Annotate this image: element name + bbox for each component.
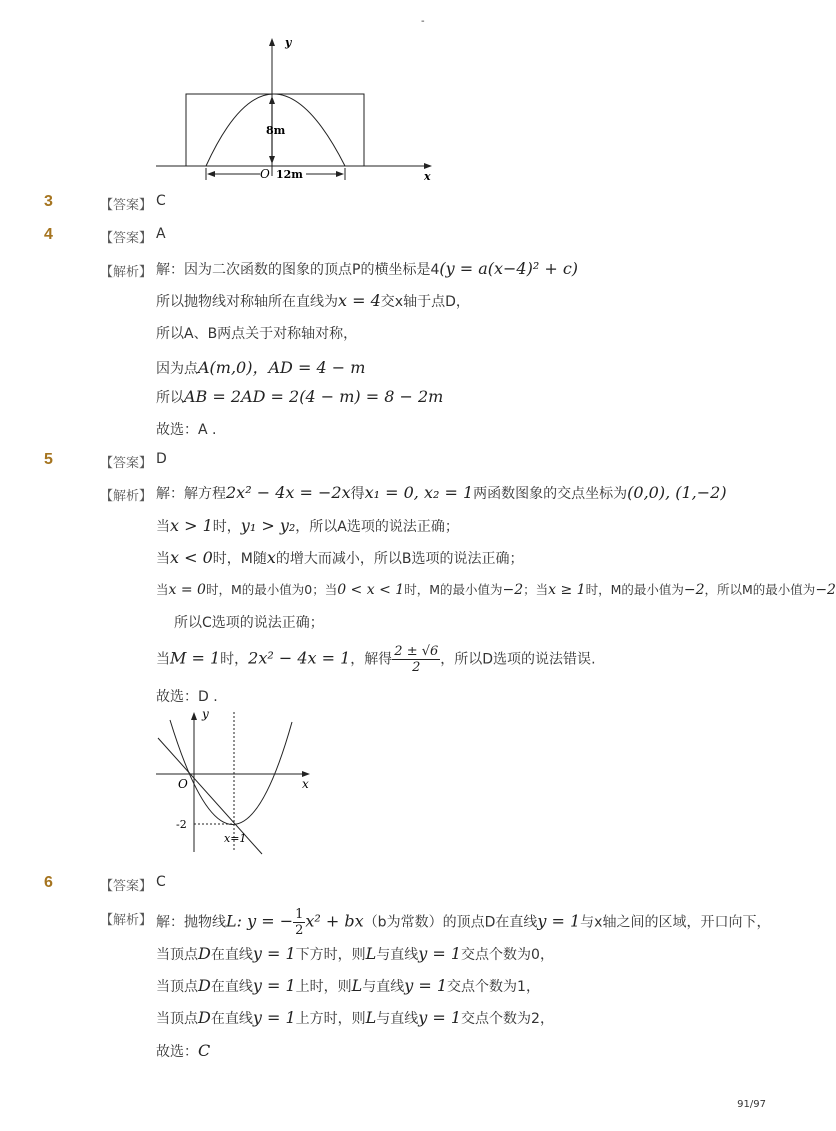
q5-line-2-text: 当	[156, 519, 170, 535]
q5-math-4c: 0 < x < 1	[337, 582, 405, 598]
q4-line-2	[156, 291, 470, 311]
q4-answer: A	[156, 226, 166, 242]
fig1-x-label: x	[424, 170, 431, 183]
q6-line-4	[156, 1008, 554, 1028]
q4-math-1: (y = a(x−4)² + c)	[439, 259, 579, 278]
q6-line-5	[156, 1041, 210, 1061]
q6-line-3-text: 当顶点	[156, 979, 198, 995]
q6-math-4a: D	[198, 1008, 211, 1027]
q6-math-3e: L	[351, 976, 363, 995]
q6-math-3a: D	[198, 976, 211, 995]
q6-math-3c: y = 1	[252, 976, 296, 995]
q5-line-6g: .	[591, 651, 596, 668]
q4-line-2-tail: 交x轴于点D，	[380, 294, 470, 310]
q5-math-1e: (0,0), (1,−2)	[627, 483, 727, 502]
q6-line-1f: 与x轴之间的区域，开口向下，	[580, 914, 771, 931]
y-axis-arrow	[191, 712, 197, 720]
q6-math-4c: y = 1	[252, 1008, 296, 1027]
q4-line-1-text: 解：因为二次函数的图象的顶点P的横坐标是4	[156, 262, 440, 278]
q4-line-4-text: 因为点	[156, 361, 198, 377]
q6-math-4g: y = 1	[418, 1008, 462, 1027]
q6-line-5-text: 故选：	[156, 1044, 198, 1060]
fig1-origin-label: O	[260, 167, 270, 181]
q4-line-1	[156, 259, 578, 279]
q4-line-2-text: 所以抛物线对称轴所在直线为	[156, 294, 338, 310]
q6-line-2h: 交点个数为0，	[461, 947, 554, 963]
fig1-y-label: y	[285, 36, 292, 49]
q5-math-6e	[392, 644, 440, 675]
q5-math-1c: x₁ = 0, x₂ = 1	[364, 483, 474, 502]
q5-line-6b: 时，	[220, 651, 249, 668]
figure-parabola-rectangle	[150, 30, 440, 186]
q6-math-5: C	[198, 1041, 211, 1060]
q5-line-3-text: 当	[156, 551, 170, 567]
q5-line-2b: 时，	[212, 519, 241, 535]
q6-line-2-text: 当顶点	[156, 947, 198, 963]
q6-line-1	[156, 907, 770, 938]
y-axis-arrow	[269, 38, 275, 46]
q6-line-4b: 在直线	[210, 1011, 253, 1027]
width-arrow-left	[207, 171, 215, 177]
q5-math-2c: y₁ > y₂	[240, 516, 296, 535]
q4-line-6: 故选：A .	[156, 422, 217, 438]
q5-math-3a: x < 0	[170, 548, 213, 567]
q6-answer: C	[156, 874, 166, 890]
q5-answer: D	[156, 451, 167, 467]
q3-answer-tag: 【答案】	[100, 198, 153, 213]
q6-analysis-tag: 【解析】	[100, 913, 153, 928]
q5-line-1b: 得	[350, 486, 365, 502]
q5-line-6f: ，所以D选项的说法错误	[440, 651, 592, 668]
q5-fraction-num: 2 ± √6	[394, 644, 439, 659]
q4-math-2: x = 4	[338, 291, 381, 310]
page-number: 91/97	[737, 1099, 766, 1110]
q4-line-5	[156, 387, 443, 407]
q5-line-4f: ；当	[523, 582, 549, 597]
question-number-5: 5	[44, 451, 53, 468]
q4-answer-tag: 【答案】	[100, 231, 153, 246]
q6-math-4e: L	[365, 1008, 377, 1027]
question-number-3: 3	[44, 193, 53, 210]
q5-line-4h: 时，M的最小值为	[585, 582, 684, 597]
q5-analysis-tag: 【解析】	[100, 489, 153, 504]
fig2-x-label: x	[302, 777, 309, 791]
q5-math-4a: x = 0	[168, 582, 206, 598]
q5-line-7: 故选：D .	[156, 689, 218, 705]
q5-line-1-text: 解：解方程	[156, 486, 226, 502]
q4-math-4: A(m,0)，AD = 4 − m	[198, 358, 366, 377]
q6-math-1a: L: y = −	[226, 911, 294, 931]
q5-line-1	[156, 483, 727, 503]
q4-math-5: AB = 2AD = 2(4 − m) = 8 − 2m	[184, 387, 444, 406]
q6-math-2g: y = 1	[418, 944, 462, 963]
fig1-height-label: 8m	[266, 124, 286, 137]
q5-math-4g: x ≥ 1	[548, 582, 586, 598]
q6-math-2a: D	[198, 944, 211, 963]
q5-math-3c: x	[266, 548, 276, 567]
q5-line-6	[156, 644, 596, 675]
q5-line-5: 所以C选项的说法正确；	[174, 615, 324, 631]
q5-line-2d: ，所以A选项的说法正确；	[295, 519, 459, 535]
q6-line-2	[156, 944, 554, 964]
q6-math-1e: y = 1	[537, 911, 581, 931]
q6-fraction-den: 2	[295, 923, 304, 938]
q6-math-1c: x² + bx	[305, 911, 364, 931]
q4-line-4	[156, 355, 365, 378]
q5-math-2a: x > 1	[170, 516, 213, 535]
q6-line-3h: 交点个数为1，	[447, 979, 540, 995]
q6-math-2e: L	[365, 944, 377, 963]
q5-line-3b: 时，M随	[212, 551, 267, 567]
q5-line-1d: 两函数图象的交点坐标为	[473, 486, 628, 502]
q5-math-4k: −2	[815, 582, 836, 598]
q5-line-6d: ，解得	[350, 651, 393, 668]
q5-line-6-text: 当	[156, 651, 170, 668]
q5-line-4	[156, 580, 836, 598]
width-arrow-right	[336, 171, 344, 177]
q6-line-4h: 交点个数为2，	[461, 1011, 554, 1027]
q6-line-3b: 在直线	[210, 979, 253, 995]
q6-line-1-text: 解：抛物线	[156, 914, 226, 931]
q5-line-3	[156, 548, 524, 568]
q5-math-4i: −2	[683, 582, 705, 598]
q4-line-3: 所以A、B两点关于对称轴对称，	[156, 326, 358, 342]
height-arrow-bottom	[269, 156, 275, 164]
q5-answer-tag: 【答案】	[100, 456, 153, 471]
fig1-width-label: 12m	[276, 168, 303, 181]
q5-fraction-den: 2	[412, 660, 421, 675]
q6-answer-tag: 【答案】	[100, 879, 153, 894]
fig2-x-tick: x=1	[224, 832, 247, 845]
q6-math-2c: y = 1	[252, 944, 296, 963]
q6-fraction	[293, 907, 305, 938]
q5-line-3d: 的增大而减小，所以B选项的说法正确；	[275, 551, 524, 567]
q6-line-2f: 与直线	[376, 947, 419, 963]
q3-answer: C	[156, 193, 166, 209]
q6-line-1d: （b为常数）的顶点D在直线	[363, 914, 538, 931]
q5-line-4d: 时，M的最小值为	[404, 582, 503, 597]
q6-line-2b: 在直线	[210, 947, 253, 963]
q5-line-4b: 时，M的最小值为0；当	[205, 582, 338, 597]
q6-fraction-num: 1	[295, 907, 304, 922]
q5-math-6a: M = 1	[170, 648, 221, 668]
q6-math-3g: y = 1	[404, 976, 448, 995]
q6-line-3f: 与直线	[362, 979, 405, 995]
figure-function-graphs	[150, 702, 320, 862]
height-arrow-top	[269, 96, 275, 104]
fig2-y-tick: -2	[176, 818, 187, 831]
q6-line-2d: 下方时，则	[295, 947, 366, 963]
fig2-y-label: y	[202, 707, 209, 721]
x-axis-arrow	[424, 163, 432, 169]
q4-analysis-tag: 【解析】	[100, 265, 153, 280]
q6-line-4-text: 当顶点	[156, 1011, 198, 1027]
q6-line-4d: 上方时，则	[295, 1011, 366, 1027]
top-mark: -	[421, 16, 425, 27]
q5-line-2	[156, 516, 459, 536]
q5-math-6c: 2x² − 4x = 1	[248, 648, 351, 668]
fig2-origin-label: O	[178, 777, 188, 791]
q5-math-1a: 2x² − 4x = −2x	[226, 483, 351, 502]
question-number-4: 4	[44, 226, 53, 243]
q5-line-4j: ，所以M的最小值为	[704, 582, 816, 597]
q6-line-3d: 上时，则	[295, 979, 352, 995]
q5-line-4-text: 当	[156, 582, 169, 597]
q4-line-5-text: 所以	[156, 390, 184, 406]
q6-line-4f: 与直线	[376, 1011, 419, 1027]
question-number-6: 6	[44, 874, 53, 891]
q5-math-4e: −2	[502, 582, 524, 598]
q6-line-3	[156, 976, 540, 996]
